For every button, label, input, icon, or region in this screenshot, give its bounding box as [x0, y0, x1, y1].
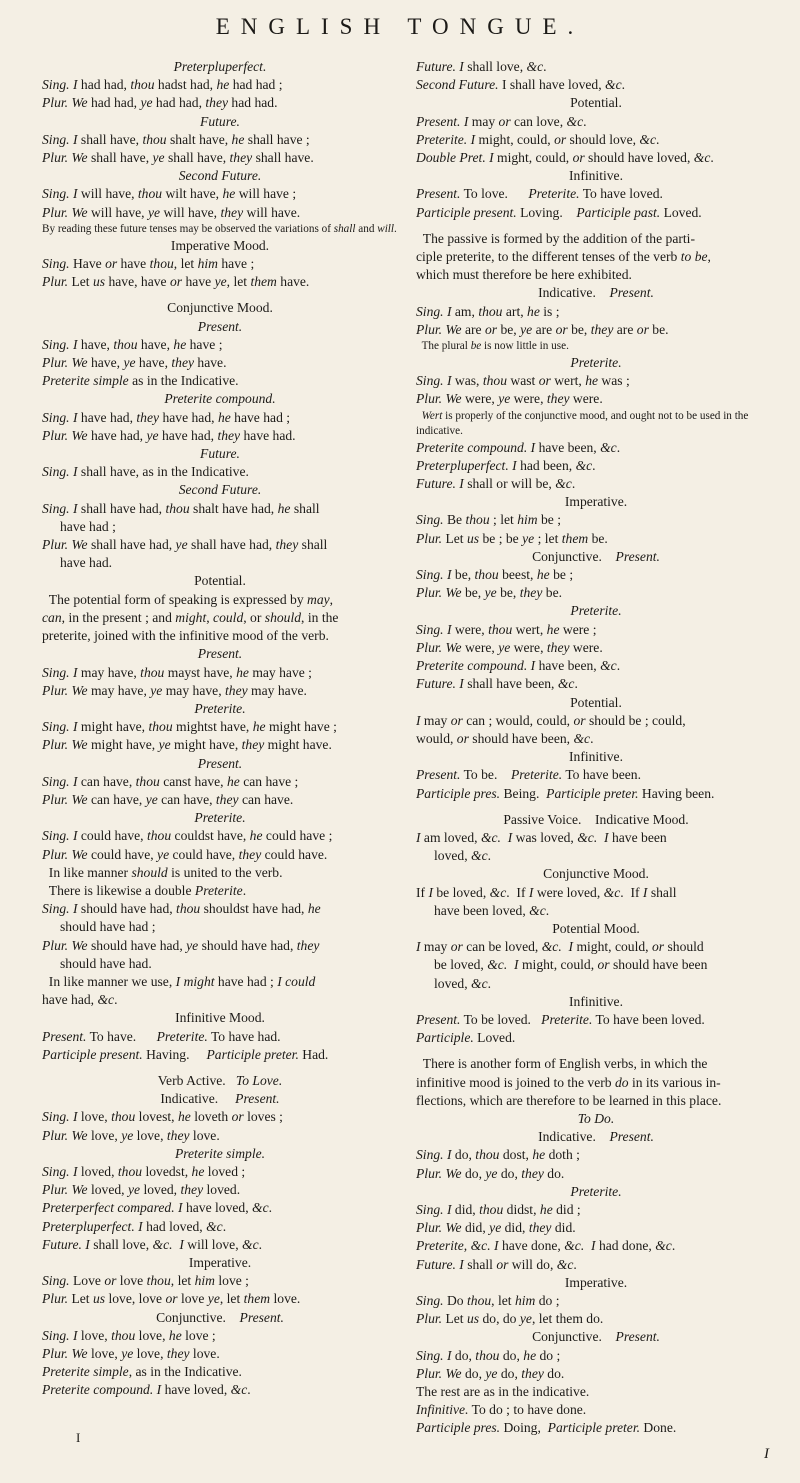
section-heading: Preterite compound. — [164, 391, 276, 407]
text-line: Plur. Let us be ; be ye ; let them be. — [416, 530, 608, 546]
text-line: Plur. We shall have had, ye shall have had, they shall — [42, 537, 328, 553]
text-line: Present. To have. Preterite. To have had. — [42, 1028, 281, 1044]
text-line: should have had ; — [60, 919, 156, 935]
left-column — [42, 58, 398, 1400]
text-line: Plur. We love, ye love, they love. — [42, 1346, 220, 1362]
text-line: can, in the present ; and might, could, or should, in the — [42, 609, 339, 625]
paragraph-gap — [416, 803, 776, 811]
text-line: Sing. I do, thou dost, he doth ; — [416, 1147, 580, 1163]
text-line: Participle. Loved. — [416, 1030, 516, 1046]
text-line: Plur. We love, ye love, they love. — [42, 1127, 220, 1143]
text-line: Plur. We had had, ye had had, they had had. — [42, 95, 278, 111]
section-heading: Conjunctive. Present. — [156, 1309, 284, 1325]
text-line: Plur. We are or be, ye are or be, they are or be. — [416, 321, 669, 337]
text-line: have had. — [60, 555, 113, 571]
section-heading: Preterite. — [570, 603, 622, 619]
right-column — [416, 58, 776, 1438]
text-line: Sing. I did, thou didst, he did ; — [416, 1201, 581, 1217]
text-line: There is likewise a double Preterite. — [42, 882, 247, 898]
text-line: Sing. I can have, thou canst have, he can have ; — [42, 773, 299, 789]
text-line: Plur. We do, ye do, they do. — [416, 1165, 565, 1181]
paragraph-gap — [42, 291, 398, 299]
text-line: which must therefore be here exhibited. — [416, 267, 632, 283]
section-heading: Potential. — [570, 95, 622, 111]
section-heading: Preterpluperfect. — [173, 59, 267, 74]
text-line: Sing. I am, thou art, he is ; — [416, 303, 560, 319]
section-heading: Second Future. — [178, 482, 262, 498]
text-line: Plur. We have had, ye have had, they have had. — [42, 427, 296, 443]
text-line: The passive is formed by the addition of the parti- — [416, 230, 695, 246]
text-line: Sing. I should have had, thou shouldst have had, he — [42, 901, 321, 917]
section-heading: Imperative. — [188, 1255, 252, 1270]
text-line: I may or can be loved, &c. I might, could, or should — [416, 939, 704, 955]
text-line: If I be loved, &c. If I were loved, &c. If I shall — [416, 884, 677, 900]
text-line: There is another form of English verbs, in which the — [416, 1056, 708, 1072]
text-line: Sing. I loved, thou lovedst, he loved ; — [42, 1163, 246, 1179]
footnote-text: Wert is properly of the conjunctive mood, and ought not to be used in the indicative. — [416, 409, 749, 437]
section-heading: Infinitive. — [569, 749, 623, 765]
section-heading: Imperative. — [564, 1274, 628, 1290]
text-line: Plur. Let us have, have or have ye, let them have. — [42, 274, 310, 290]
text-line: have been loved, &c. — [434, 902, 550, 918]
section-heading: To Do. — [577, 1110, 615, 1126]
text-line: Plur. We were, ye were, they were. — [416, 391, 603, 407]
running-head: ENGLISH TONGUE. — [215, 14, 585, 39]
text-line: loved, &c. — [434, 975, 492, 991]
section-heading: Future. — [200, 113, 240, 129]
section-heading: Future. — [200, 446, 240, 462]
text-line: Preterperfect compared. I have loved, &c. — [42, 1200, 273, 1216]
paragraph-gap — [42, 1064, 398, 1072]
text-line: Plur. We do, ye do, they do. — [416, 1365, 565, 1381]
text-line: Plur. We were, ye were, they were. — [416, 639, 603, 655]
section-heading: Indicative. Present. — [538, 1129, 654, 1145]
text-line: Plur. We can have, ye can have, they can have. — [42, 791, 294, 807]
text-line: Plur. We might have, ye might have, they might have. — [42, 737, 332, 753]
section-heading: Preterite. — [194, 810, 246, 826]
text-line: Sing. I had had, thou hadst had, he had had ; — [42, 77, 283, 93]
section-heading: Verb Active. To Love. — [157, 1072, 283, 1088]
section-heading: Preterite simple. — [174, 1145, 266, 1161]
text-line: Sing. I were, thou wert, he were ; — [416, 621, 597, 637]
text-line: Sing. I have had, they have had, he have had ; — [42, 409, 291, 425]
text-line: In like manner should is united to the verb. — [42, 864, 283, 880]
text-line: Sing. Have or have thou, let him have ; — [42, 256, 255, 272]
text-line: Plur. We be, ye be, they be. — [416, 585, 563, 601]
text-line: be loved, &c. I might, could, or should have been — [434, 957, 708, 973]
section-heading: Present. — [197, 755, 243, 771]
text-line: preterite, joined with the infinitive mood of the verb. — [42, 628, 329, 644]
paragraph-gap — [416, 1047, 776, 1055]
section-heading: Indicative. Present. — [160, 1091, 280, 1107]
text-line: Sing. I may have, thou mayst have, he may have ; — [42, 664, 312, 680]
text-line: Sing. I do, thou do, he do ; — [416, 1347, 561, 1363]
section-heading: Potential. — [570, 694, 622, 710]
text-line: Present. To love. Preterite. To have loved. — [416, 186, 663, 202]
footnote-text: The plural be is now little in use. — [416, 340, 569, 353]
text-line: Plur. We may have, ye may have, they may have. — [42, 682, 307, 698]
text-line: Sing. I will have, thou wilt have, he will have ; — [42, 186, 297, 202]
text-line: Participle pres. Doing, Participle preter. Done. — [416, 1420, 677, 1436]
text-line: Sing. Do thou, let him do ; — [416, 1293, 560, 1308]
catchword: I — [764, 1446, 769, 1462]
text-line: have had ; — [60, 518, 116, 534]
text-line: ciple preterite, to the different tenses of the verb to be, — [416, 249, 711, 265]
text-line: Sing. I love, thou love, he love ; — [42, 1327, 216, 1343]
section-heading: Imperative Mood. — [170, 237, 270, 253]
section-heading: Second Future. — [178, 168, 262, 184]
text-line: Present. To be. Preterite. To have been. — [416, 767, 641, 783]
text-line: Preterite. I might, could, or should love, &c. — [416, 131, 660, 147]
text-line: Plur. We will have, ye will have, they will have. — [42, 204, 301, 220]
section-heading: Infinitive Mood. — [175, 1010, 265, 1026]
text-line: Plur. We loved, ye loved, they loved. — [42, 1182, 241, 1198]
text-line: Present. To be loved. Preterite. To have been loved. — [416, 1011, 705, 1027]
text-line: Second Future. I shall have loved, &c. — [416, 77, 626, 93]
text-line: Future. I shall or will do, &c. — [416, 1256, 577, 1272]
text-line: Preterite simple, as in the Indicative. — [42, 1364, 242, 1380]
text-line: Participle pres. Being. Participle preter. Having been. — [416, 785, 715, 801]
text-line: The potential form of speaking is expressed by may, — [42, 591, 334, 607]
text-line: Preterpluperfect. I had loved, &c. — [42, 1218, 227, 1234]
text-line: flections, which are therefore to be learned in this place. — [416, 1092, 722, 1108]
text-line: Preterite compound. I have been, &c. — [416, 658, 621, 674]
footnote-text: By reading these future tenses may be observed the variations of shall and will. — [42, 222, 397, 235]
text-line: Infinitive. To do ; to have done. — [416, 1402, 587, 1418]
text-line: Plur. We could have, ye could have, they could have. — [42, 846, 328, 862]
section-heading: Infinitive. — [569, 168, 623, 184]
section-heading: Preterite. — [570, 1183, 622, 1199]
section-heading: Preterite. — [194, 700, 246, 716]
text-line: Plur. We shall have, ye shall have, they shall have. — [42, 150, 314, 166]
section-heading: Conjunctive. Present. — [532, 1329, 660, 1345]
text-line: Plur. We did, ye did, they did. — [416, 1220, 576, 1236]
signature-mark: I — [76, 1430, 81, 1445]
text-line: Plur. Let us love, love or love ye, let them love. — [42, 1291, 301, 1307]
text-line: Preterite compound. I have been, &c. — [416, 439, 621, 455]
text-line: I am loved, &c. I was loved, &c. I have been — [416, 829, 667, 845]
section-heading: Potential Mood. — [552, 920, 640, 936]
text-line: Future. I shall or will be, &c. — [416, 476, 576, 492]
section-heading: Imperative. — [564, 494, 628, 510]
text-line: would, or should have been, &c. — [416, 730, 594, 746]
text-line: Future. I shall love, &c. — [416, 59, 547, 74]
text-line: Sing. I be, thou beest, he be ; — [416, 567, 574, 583]
section-heading: Present. — [197, 646, 243, 662]
text-line: Plur. We have, ye have, they have. — [42, 355, 227, 371]
text-line: Plur. Let us do, do ye, let them do. — [416, 1311, 604, 1327]
text-line: The rest are as in the indicative. — [416, 1384, 590, 1400]
text-line: Sing. I shall have had, thou shalt have had, he shall — [42, 500, 320, 516]
section-heading: Conjunctive. Present. — [532, 548, 660, 564]
section-heading: Infinitive. — [569, 993, 623, 1009]
text-line: Plur. We should have had, ye should have had, they — [42, 937, 320, 953]
text-line: infinitive mood is joined to the verb do in its various in- — [416, 1074, 721, 1090]
text-line: Preterite, &c. I have done, &c. I had done, &c. — [416, 1238, 676, 1254]
text-line: Sing. I was, thou wast or wert, he was ; — [416, 373, 630, 389]
text-line: Sing. I love, thou lovest, he loveth or loves ; — [42, 1109, 283, 1125]
section-heading: Conjunctive Mood. — [543, 866, 649, 882]
section-heading: Conjunctive Mood. — [167, 300, 273, 316]
text-line: Participle present. Having. Participle preter. Had. — [42, 1046, 329, 1062]
text-line: Double Pret. I might, could, or should have loved, &c. — [416, 150, 714, 166]
text-line: Preterite simple as in the Indicative. — [42, 373, 239, 389]
text-line: loved, &c. — [434, 848, 492, 864]
text-line: Sing. Be thou ; let him be ; — [416, 512, 562, 528]
text-line: I may or can ; would, could, or should be ; could, — [416, 712, 686, 728]
paragraph-gap — [416, 222, 776, 230]
section-heading: Preterite. — [570, 355, 622, 371]
text-line: Participle present. Loving. Participle past. Loved. — [416, 204, 702, 220]
text-line: Present. I may or can love, &c. — [416, 113, 587, 129]
text-line: should have had. — [60, 955, 152, 971]
text-line: Future. I shall love, &c. I will love, &c. — [42, 1236, 263, 1252]
section-heading: Potential. — [194, 573, 246, 589]
section-heading: Passive Voice. Indicative Mood. — [503, 811, 689, 827]
text-line: Preterpluperfect. I had been, &c. — [416, 457, 596, 473]
text-line: Sing. I might have, thou mightst have, he might have ; — [42, 719, 337, 735]
text-line: have had, &c. — [42, 992, 118, 1008]
text-line: Sing. I shall have, thou shalt have, he shall have ; — [42, 131, 310, 147]
section-heading: Present. — [197, 318, 243, 334]
text-line: Sing. I could have, thou couldst have, he could have ; — [42, 828, 333, 844]
section-heading: Indicative. Present. — [538, 285, 654, 301]
text-line: In like manner we use, I might have had ; I could — [42, 973, 316, 989]
text-line: Sing. Love or love thou, let him love ; — [42, 1273, 249, 1289]
text-line: Future. I shall have been, &c. — [416, 676, 578, 692]
text-line: Sing. I shall have, as in the Indicative. — [42, 464, 249, 480]
text-line: Sing. I have, thou have, he have ; — [42, 336, 223, 352]
text-line: Preterite compound. I have loved, &c. — [42, 1382, 251, 1398]
